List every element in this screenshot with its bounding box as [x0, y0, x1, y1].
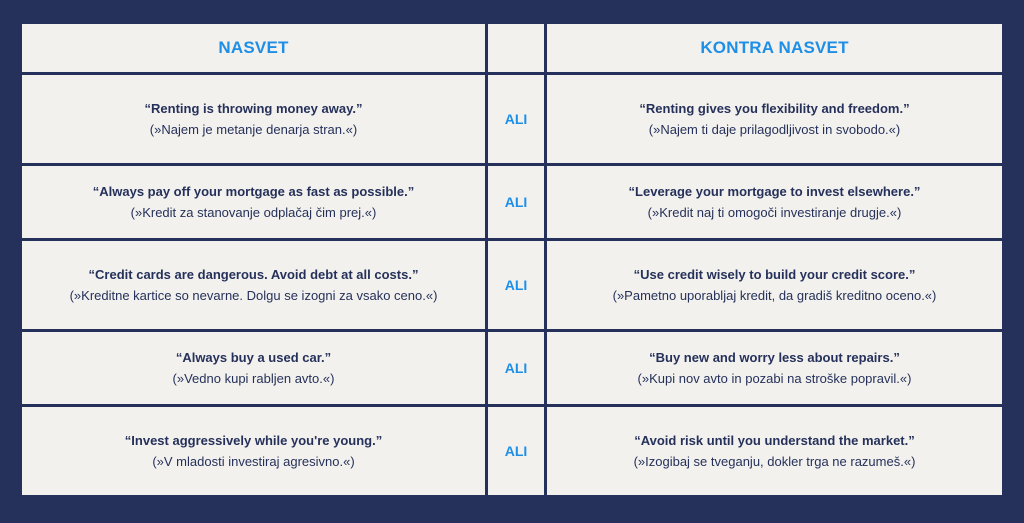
advice-table [22, 24, 1002, 497]
advice-cell [22, 75, 485, 163]
advice-slovene: (»Najem je metanje denarja stran.«) [149, 122, 358, 137]
ali-divider: ALI [488, 407, 544, 495]
counter-slovene: (»Izogibaj se tveganju, dokler trga ne razumeš.«) [633, 454, 916, 469]
advice-english: “Always buy a used car.” [175, 350, 332, 365]
ali-divider: ALI [488, 332, 544, 404]
counter-slovene: (»Pametno uporabljaj kredit, da gradiš kreditno oceno.«) [612, 288, 937, 303]
counter-advice-cell [547, 241, 1002, 329]
advice-slovene: (»V mladosti investiraj agresivno.«) [152, 454, 355, 469]
counter-advice-cell [547, 407, 1002, 495]
ali-divider: ALI [488, 75, 544, 163]
counter-advice-cell [547, 332, 1002, 404]
counter-advice-cell [547, 75, 1002, 163]
counter-advice-cell [547, 166, 1002, 238]
counter-slovene: (»Najem ti daje prilagodljivost in svobodo.«) [648, 122, 901, 137]
advice-english: “Invest aggressively while you're young.” [124, 433, 383, 448]
counter-english: “Renting gives you flexibility and freedom.” [639, 101, 910, 116]
counter-english: “Use credit wisely to build your credit score.” [633, 267, 916, 282]
advice-cell [22, 407, 485, 495]
advice-cell [22, 166, 485, 238]
advice-slovene: (»Kredit za stanovanje odplačaj čim prej.«) [130, 205, 377, 220]
header-nasvet: NASVET [22, 24, 485, 72]
advice-english: “Always pay off your mortgage as fast as possible.” [92, 184, 415, 199]
advice-cell [22, 241, 485, 329]
advice-slovene: (»Kreditne kartice so nevarne. Dolgu se izogni za vsako ceno.«) [69, 288, 438, 303]
counter-english: “Buy new and worry less about repairs.” [649, 350, 900, 365]
counter-slovene: (»Kupi nov avto in pozabi na stroške popravil.«) [637, 371, 912, 386]
header-middle [488, 24, 544, 72]
counter-slovene: (»Kredit naj ti omogoči investiranje drugje.«) [647, 205, 902, 220]
ali-divider: ALI [488, 241, 544, 329]
advice-cell [22, 332, 485, 404]
ali-divider: ALI [488, 166, 544, 238]
counter-english: “Avoid risk until you understand the market.” [634, 433, 915, 448]
advice-english: “Renting is throwing money away.” [144, 101, 363, 116]
counter-english: “Leverage your mortgage to invest elsewhere.” [628, 184, 921, 199]
advice-english: “Credit cards are dangerous. Avoid debt at all costs.” [88, 267, 419, 282]
advice-slovene: (»Vedno kupi rabljen avto.«) [172, 371, 335, 386]
header-kontra-nasvet: KONTRA NASVET [547, 24, 1002, 72]
